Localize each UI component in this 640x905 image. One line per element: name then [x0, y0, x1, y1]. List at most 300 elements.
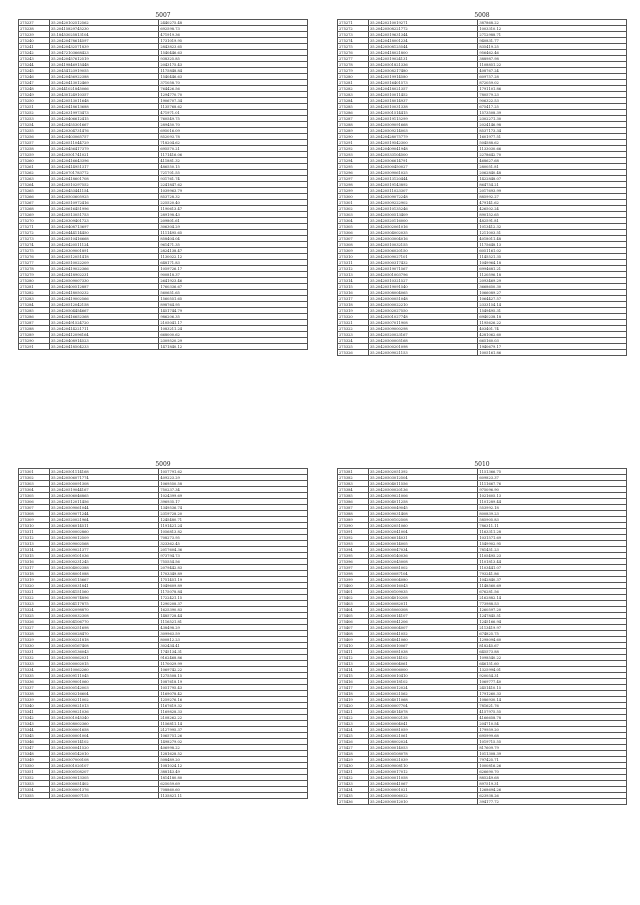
- coordinate-cell: 35.20420500211002: [49, 697, 158, 703]
- coordinate-cell: 35.20420506014511: [49, 523, 158, 529]
- coordinate-cell: 35.20415829745230: [49, 26, 158, 32]
- coordinate-cell: 35.20420500018102: [368, 679, 477, 685]
- value-cell: 609823.37: [478, 475, 627, 481]
- row-id-cell: 275282: [338, 86, 369, 92]
- value-cell: 1049609.89: [159, 583, 308, 589]
- row-id-cell: 275424: [338, 727, 369, 733]
- row-id-cell: 275314: [19, 547, 50, 553]
- coordinate-cell: 35.20420510032155: [368, 242, 477, 248]
- coordinate-cell: 35.20420508221772: [368, 26, 477, 32]
- coordinate-cell: 35.20420508125544: [368, 44, 477, 50]
- row-id-cell: 275330: [19, 643, 50, 649]
- value-cell: 800839.23: [478, 511, 627, 517]
- coordinate-cell: 35.20420500001376: [49, 787, 158, 793]
- value-cell: 1814180.80: [159, 775, 308, 781]
- value-cell: 900818.37: [159, 272, 308, 278]
- coordinate-cell: 35.20420500010410: [368, 673, 477, 679]
- coordinate-cell: 35.20420420511124: [49, 242, 158, 248]
- row-id-cell: 275291: [338, 140, 369, 146]
- table-title: 5010: [474, 461, 490, 468]
- row-id-cell: 275326: [338, 350, 369, 356]
- coordinate-cell: 35.20420416652368: [49, 314, 158, 320]
- value-cell: 1049964.18: [478, 260, 627, 266]
- row-id-cell: 275315: [338, 284, 369, 290]
- value-cell: 858404.04: [159, 236, 308, 242]
- row-id-cell: 275383: [338, 481, 369, 487]
- coordinate-cell: 35.20420504151560: [49, 589, 158, 595]
- value-cell: 818245.67: [478, 643, 627, 649]
- row-id-cell: 275340: [19, 703, 50, 709]
- coordinate-cell: 35.20420418504233: [49, 344, 158, 350]
- value-cell: 1540446.63: [159, 74, 308, 80]
- row-id-cell: 275426: [338, 739, 369, 745]
- coordinate-cell: 35.20420509012509: [49, 535, 158, 541]
- row-id-cell: 275384: [338, 487, 369, 493]
- coordinate-cell: 35.20420519024131: [368, 56, 477, 62]
- value-cell: 1051795.43: [159, 685, 308, 691]
- value-cell: 4281062.60: [478, 332, 627, 338]
- value-cell: 309963.59: [159, 631, 308, 637]
- row-id-cell: 275259: [19, 152, 50, 158]
- value-cell: 1021605.13: [478, 493, 627, 499]
- row-id-cell: 275425: [338, 733, 369, 739]
- row-id-cell: 275274: [19, 242, 50, 248]
- coordinate-cell: 35.20420500001658: [49, 727, 158, 733]
- value-cell: 1024399.69: [159, 493, 308, 499]
- row-id-cell: 275293: [338, 152, 369, 158]
- coordinate-cell: 35.20420519044167: [49, 487, 158, 493]
- value-cell: 708860.60: [159, 787, 308, 793]
- value-cell: 2278642.70: [478, 152, 627, 158]
- value-cell: 394177.72: [478, 799, 627, 805]
- table-row: [338, 799, 627, 805]
- coordinate-cell: 35.20420408914523: [49, 338, 158, 344]
- coordinate-cell: 35.20420509074896: [49, 595, 158, 601]
- value-cell: 1116521.81: [159, 619, 308, 625]
- row-id-cell: 275285: [338, 104, 369, 110]
- row-id-cell: 275303: [338, 212, 369, 218]
- row-id-cell: 275262: [19, 170, 50, 176]
- coordinate-cell: 35.20420500014053: [368, 745, 477, 751]
- row-id-cell: 275409: [338, 637, 369, 643]
- value-cell: 674825.75: [478, 631, 627, 637]
- row-id-cell: 275287: [338, 116, 369, 122]
- value-cell: 1549495.31: [478, 308, 627, 314]
- value-cell: 1059726.17: [159, 266, 308, 272]
- coordinate-cell: 35.20420500049045: [368, 505, 477, 511]
- row-id-cell: 275301: [19, 469, 50, 475]
- coordinate-cell: 35.20420510022209: [49, 260, 158, 266]
- coordinate-cell: 35.20420500108078: [368, 751, 477, 757]
- coordinate-cell: 35.20420413012469: [49, 80, 158, 86]
- coordinate-cell: 35.20420418601708: [49, 176, 158, 182]
- value-cell: 695999.68: [478, 733, 627, 739]
- coordinate-cell: 35.20420509071244: [49, 511, 158, 517]
- coordinate-cell: 35.20420416643396: [49, 158, 158, 164]
- coordinate-cell: 35.20420500007155: [49, 793, 158, 799]
- row-id-cell: 275348: [19, 751, 50, 757]
- row-id-cell: 275241: [19, 44, 50, 50]
- coordinate-cell: 35.20420519091540: [368, 284, 477, 290]
- value-cell: 1039963.79: [159, 188, 308, 194]
- value-cell: 1103441.07: [478, 565, 627, 571]
- value-cell: 403401.74: [478, 326, 627, 332]
- coordinate-cell: 35.20420509021036: [49, 709, 158, 715]
- value-cell: 890152.65: [478, 212, 627, 218]
- value-cell: 1120596.18: [478, 272, 627, 278]
- row-id-cell: 275415: [338, 673, 369, 679]
- coordinate-cell: 35.20420501741021: [49, 152, 158, 158]
- row-id-cell: 275392: [338, 535, 369, 541]
- row-id-cell: 275317: [19, 565, 50, 571]
- row-id-cell: 275401: [338, 589, 369, 595]
- coordinate-cell: 35.20420511044729: [49, 140, 158, 146]
- data-table: [337, 19, 627, 356]
- coordinate-cell: 35.20420504106770: [49, 619, 158, 625]
- coordinate-cell: 35.20420500004007: [368, 625, 477, 631]
- coordinate-cell: 35.20420500021061: [368, 733, 477, 739]
- row-id-cell: 275334: [19, 667, 50, 673]
- row-id-cell: 275302: [19, 475, 50, 481]
- value-cell: 1560551.65: [159, 296, 308, 302]
- row-id-cell: 275282: [19, 290, 50, 296]
- row-id-cell: 275316: [338, 290, 369, 296]
- row-id-cell: 275302: [338, 206, 369, 212]
- coordinate-cell: 35.20420501514415: [368, 110, 477, 116]
- row-id-cell: 275394: [338, 547, 369, 553]
- row-id-cell: 275237: [19, 20, 50, 26]
- coordinate-cell: 35.18453025813104: [49, 32, 158, 38]
- row-id-cell: 275297: [338, 176, 369, 182]
- value-cell: 692598.73: [159, 26, 308, 32]
- coordinate-cell: 35.20420500082011: [368, 601, 477, 607]
- value-cell: 323362.45: [159, 541, 308, 547]
- value-cell: 1573508.39: [478, 110, 627, 116]
- value-cell: 408767.24: [478, 68, 627, 74]
- coordinate-cell: 35.20420406612415: [49, 116, 158, 122]
- value-cell: 1175078.84: [159, 589, 308, 595]
- value-cell: 1906707.34: [159, 98, 308, 104]
- row-id-cell: 275305: [19, 493, 50, 499]
- coordinate-cell: 35.20420500115667: [49, 577, 158, 583]
- row-id-cell: 275281: [19, 284, 50, 290]
- value-cell: 1722421.15: [159, 595, 308, 601]
- coordinate-cell: 35.20420500011058: [368, 775, 477, 781]
- coordinate-cell: 35.20420428075779: [368, 134, 477, 140]
- coordinate-cell: 35.20420501027748: [368, 314, 477, 320]
- coordinate-cell: 35.20420500513409: [368, 212, 477, 218]
- row-id-cell: 275252: [19, 110, 50, 116]
- coordinate-cell: 35.20420500317432: [368, 260, 477, 266]
- row-id-cell: 275396: [338, 559, 369, 565]
- row-id-cell: 275271: [19, 224, 50, 230]
- value-cell: 8537173.34: [478, 128, 627, 134]
- coordinate-cell: 35.20420414221711: [49, 326, 158, 332]
- value-cell: 388987.98: [478, 56, 627, 62]
- row-id-cell: 275268: [19, 206, 50, 212]
- value-cell: 471919.36: [159, 32, 308, 38]
- row-id-cell: 275304: [19, 487, 50, 493]
- value-cell: 665160.03: [478, 338, 627, 344]
- coordinate-cell: 35.20420500251698: [49, 625, 158, 631]
- coordinate-cell: 35.20420504014078: [368, 709, 477, 715]
- coordinate-cell: 35.20420509214003: [368, 128, 477, 134]
- row-id-cell: 275242: [19, 50, 50, 56]
- coordinate-cell: 35.20420500091308: [49, 481, 158, 487]
- value-cell: 2309520.29: [159, 338, 308, 344]
- coordinate-cell: 35.20420513051753: [49, 212, 158, 218]
- row-id-cell: 275350: [19, 763, 50, 769]
- coordinate-cell: 35.20420519914580: [368, 74, 477, 80]
- row-id-cell: 275269: [19, 212, 50, 218]
- value-cell: 755554.56: [159, 559, 308, 565]
- value-cell: 1275508.15: [159, 673, 308, 679]
- row-id-cell: 275318: [19, 571, 50, 577]
- row-id-cell: 275346: [19, 739, 50, 745]
- row-id-cell: 275386: [338, 499, 369, 505]
- value-cell: 931761.74: [159, 176, 308, 182]
- value-cell: 1451744.79: [159, 308, 308, 314]
- coordinate-cell: 35.20419846915448: [49, 62, 158, 68]
- row-id-cell: 275407: [338, 625, 369, 631]
- value-cell: 1211003.51: [478, 230, 627, 236]
- row-id-cell: 275329: [19, 637, 50, 643]
- coordinate-cell: 35.20420408713697: [49, 224, 158, 230]
- coordinate-cell: 35.20420508001088: [49, 571, 158, 577]
- coordinate-cell: 35.20420504041060: [368, 637, 477, 643]
- row-id-cell: 275253: [19, 116, 50, 122]
- row-id-cell: 275391: [338, 529, 369, 535]
- value-cell: 2333154.14: [478, 302, 627, 308]
- value-cell: 1281628.52: [159, 751, 308, 757]
- coordinate-cell: 35.20420509061044: [49, 505, 158, 511]
- coordinate-cell: 35.20420519631344: [368, 32, 477, 38]
- table-title: 5007: [155, 12, 171, 19]
- value-cell: 409223.29: [159, 475, 308, 481]
- coordinate-cell: 35.20420508002024: [368, 739, 477, 745]
- value-cell: 1195626.22: [478, 320, 627, 326]
- value-cell: 781621.76: [478, 703, 627, 709]
- coordinate-cell: 35.20420500140036: [368, 553, 477, 559]
- coordinate-cell: 35.20420509222902: [368, 200, 477, 206]
- coordinate-cell: 35.20420513011648: [49, 98, 158, 104]
- value-cell: 1066089.27: [478, 290, 627, 296]
- coordinate-cell: 35.20420500051048: [368, 296, 477, 302]
- coordinate-cell: 35.20420506020150: [368, 248, 477, 254]
- value-cell: 764426.56: [159, 86, 308, 92]
- coordinate-cell: 35.20420509027101: [368, 254, 477, 260]
- row-id-cell: 275435: [338, 793, 369, 799]
- row-id-cell: 275321: [338, 320, 369, 326]
- row-id-cell: 275343: [19, 721, 50, 727]
- coordinate-cell: 35.20420509001060: [49, 679, 158, 685]
- row-id-cell: 275257: [19, 140, 50, 146]
- value-cell: 668000.62: [159, 332, 308, 338]
- row-id-cell: 275275: [19, 248, 50, 254]
- row-id-cell: 275414: [338, 667, 369, 673]
- coordinate-cell: 35.20420502027550: [368, 308, 477, 314]
- value-cell: 1298094.60: [478, 637, 627, 643]
- value-cell: 1101289.44: [478, 499, 627, 505]
- value-cell: 718204.62: [159, 140, 308, 146]
- row-id-cell: 275299: [338, 188, 369, 194]
- coordinate-cell: 35.20420511023307: [368, 188, 477, 194]
- value-cell: 1745134.31: [159, 649, 308, 655]
- row-id-cell: 275397: [338, 565, 369, 571]
- row-id-cell: 275420: [338, 703, 369, 709]
- row-id-cell: 275283: [338, 92, 369, 98]
- coordinate-cell: 35.20420432571839: [49, 44, 158, 50]
- row-id-cell: 275416: [338, 679, 369, 685]
- value-cell: 1190613.47: [159, 206, 308, 212]
- value-cell: 675417.25: [478, 104, 627, 110]
- value-cell: 6994681.21: [478, 266, 627, 272]
- value-cell: 560651.65: [159, 290, 308, 296]
- value-cell: 1069550.58: [159, 481, 308, 487]
- coordinate-cell: 35.20420500041206: [368, 619, 477, 625]
- value-cell: 986206.35: [159, 314, 308, 320]
- value-cell: 3668650.30: [478, 284, 627, 290]
- coordinate-cell: 35.20420500028470: [49, 631, 158, 637]
- coordinate-cell: 35.20420513120444: [368, 176, 477, 182]
- row-id-cell: 275309: [338, 248, 369, 254]
- table-row: [19, 793, 308, 799]
- row-id-cell: 275277: [19, 260, 50, 266]
- table-panel-5010: [337, 461, 627, 805]
- value-cell: 897519.31: [478, 781, 627, 787]
- coordinate-cell: 35.20420500032308: [49, 613, 158, 619]
- row-id-cell: 275285: [19, 308, 50, 314]
- row-id-cell: 275278: [338, 62, 369, 68]
- value-cell: 1485728.44: [159, 613, 308, 619]
- value-cell: 2017693.99: [478, 188, 627, 194]
- value-cell: 1133030.66: [478, 146, 627, 152]
- value-cell: 1245166.94: [478, 619, 627, 625]
- row-id-cell: 275421: [338, 709, 369, 715]
- row-id-cell: 275276: [19, 254, 50, 260]
- value-cell: 280051.81: [478, 164, 627, 170]
- value-cell: 750237.34: [159, 487, 308, 493]
- coordinate-cell: 35.20420701783772: [49, 170, 158, 176]
- value-cell: 479141.62: [478, 200, 627, 206]
- table-title: 5009: [155, 461, 171, 468]
- coordinate-cell: 35.20420412096164: [49, 332, 158, 338]
- row-id-cell: 275412: [338, 655, 369, 661]
- value-cell: 2105041.17: [159, 320, 308, 326]
- value-cell: 1098540.22: [478, 655, 627, 661]
- value-cell: 852093.78: [159, 134, 308, 140]
- value-cell: 1130022.12: [159, 254, 308, 260]
- coordinate-cell: 35.20420500021039: [368, 757, 477, 763]
- row-id-cell: 275290: [19, 338, 50, 344]
- coordinate-cell: 35.20420500014102: [49, 739, 158, 745]
- value-cell: 411881.32: [159, 158, 308, 164]
- coordinate-cell: 35.20420501020107: [49, 763, 158, 769]
- row-id-cell: 275244: [19, 62, 50, 68]
- value-cell: 1105495.23: [478, 553, 627, 559]
- coordinate-cell: 35.20420500142010: [49, 751, 158, 757]
- value-cell: 1294770.70: [159, 92, 308, 98]
- value-cell: 1005161.86: [478, 350, 627, 356]
- row-id-cell: 275430: [338, 763, 369, 769]
- row-id-cell: 275309: [19, 517, 50, 523]
- value-cell: 4166658.78: [478, 715, 627, 721]
- value-cell: 1031571.69: [478, 535, 627, 541]
- coordinate-cell: 35.20420500007704: [368, 703, 477, 709]
- coordinate-cell: 35.20420519143892: [368, 182, 477, 188]
- value-cell: 1731019.95: [159, 38, 308, 44]
- row-id-cell: 275310: [19, 523, 50, 529]
- value-cell: 1064427.57: [478, 296, 627, 302]
- value-cell: 780579.23: [478, 92, 627, 98]
- coordinate-cell: 35.20420444114450: [49, 230, 158, 236]
- row-id-cell: 275254: [19, 122, 50, 128]
- row-id-cell: 275301: [338, 200, 369, 206]
- value-cell: 1003310.12: [478, 26, 627, 32]
- row-id-cell: 275313: [338, 272, 369, 278]
- coordinate-cell: 35.20420418021357: [368, 86, 477, 92]
- row-id-cell: 275265: [19, 188, 50, 194]
- row-id-cell: 275243: [19, 56, 50, 62]
- row-id-cell: 275338: [19, 691, 50, 697]
- coordinate-cell: 35.20420509021153: [368, 350, 477, 356]
- coordinate-cell: 35.20420503004016: [368, 236, 477, 242]
- row-id-cell: 275406: [338, 619, 369, 625]
- coordinate-cell: 35.20420533104500: [368, 152, 477, 158]
- coordinate-cell: 35.20441021845066: [49, 86, 158, 92]
- row-id-cell: 275411: [338, 649, 369, 655]
- value-cell: 553992.18: [478, 505, 627, 511]
- coordinate-cell: 35.20420500231245: [49, 559, 158, 565]
- value-cell: 1000816.26: [478, 763, 627, 769]
- value-cell: 1471840.12: [159, 344, 308, 350]
- row-id-cell: 275279: [338, 68, 369, 74]
- data-table: [18, 19, 308, 350]
- data-table: [337, 468, 627, 805]
- value-cell: 872059.02: [478, 80, 627, 86]
- value-cell: 2108262.22: [159, 715, 308, 721]
- coordinate-cell: 35.20420500102508: [368, 517, 477, 523]
- coordinate-cell: 35.20420414951317: [49, 164, 158, 170]
- value-cell: 2017604.36: [159, 547, 308, 553]
- row-id-cell: 275382: [338, 475, 369, 481]
- table-title: 5008: [474, 12, 490, 19]
- value-cell: 646151.60: [478, 661, 627, 667]
- row-id-cell: 275413: [338, 661, 369, 667]
- coordinate-cell: 35.20420509000298: [368, 326, 477, 332]
- coordinate-cell: 35.20420500450027: [368, 164, 477, 170]
- coordinate-cell: 35.20420409041948: [368, 146, 477, 152]
- value-cell: 2127995.37: [159, 727, 308, 733]
- row-id-cell: 275344: [19, 727, 50, 733]
- row-id-cell: 275323: [19, 601, 50, 607]
- value-cell: 2043175.43: [159, 62, 308, 68]
- value-cell: 623938.26: [478, 793, 627, 799]
- row-id-cell: 275354: [19, 787, 50, 793]
- value-cell: 486550.15: [159, 164, 308, 170]
- table-row: [338, 350, 627, 356]
- coordinate-cell: 35.20420502051060: [368, 523, 477, 529]
- value-cell: 426502.24: [478, 206, 627, 212]
- value-cell: 504588.62: [478, 140, 627, 146]
- value-cell: 1042840.37: [478, 577, 627, 583]
- row-id-cell: 275311: [338, 260, 369, 266]
- value-cell: 1111495.65: [159, 230, 308, 236]
- coordinate-cell: 35.20420502045008: [368, 559, 477, 565]
- value-cell: 1760336.67: [159, 284, 308, 290]
- row-id-cell: 275400: [338, 583, 369, 589]
- coordinate-cell: 35.20420418050232: [49, 290, 158, 296]
